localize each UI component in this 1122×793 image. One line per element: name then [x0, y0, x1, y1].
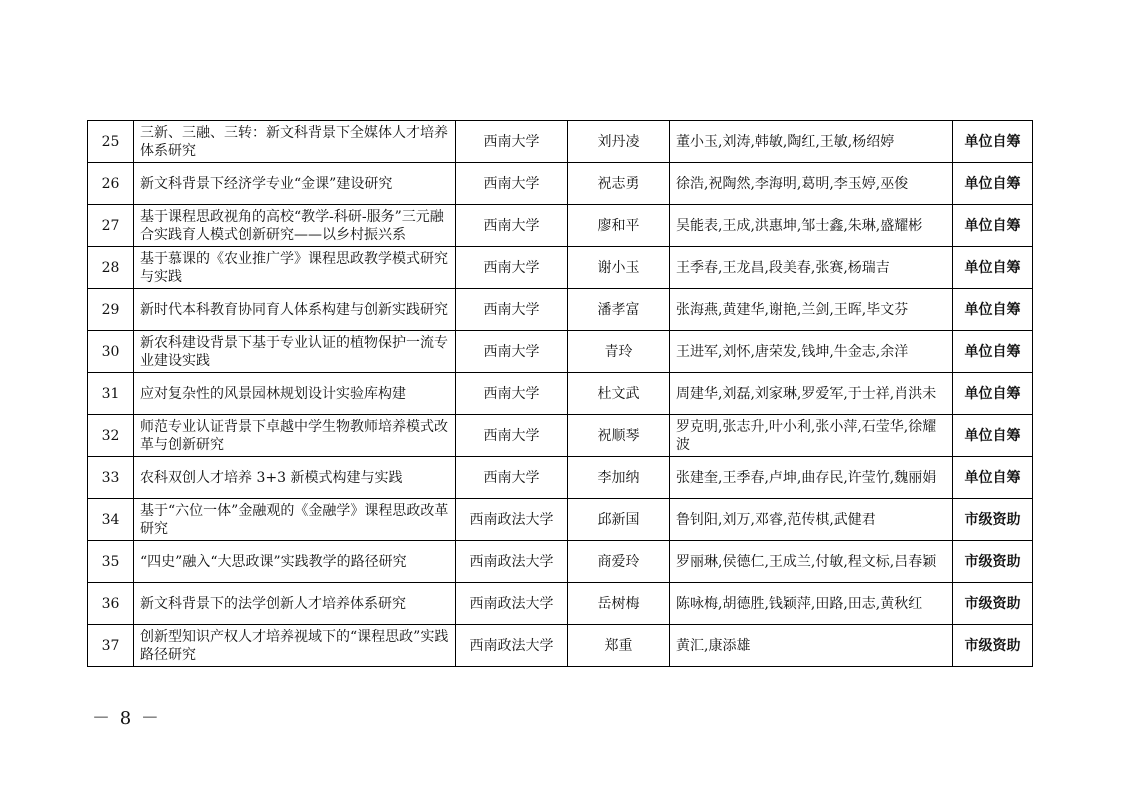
project-title: 新时代本科教育协同育人体系构建与创新实践研究: [134, 289, 456, 331]
table-row: [88, 583, 1033, 625]
project-leader: 商爱玲: [568, 541, 670, 583]
project-leader: 郑重: [568, 625, 670, 667]
funding-type: 单位自筹: [953, 205, 1033, 247]
project-title: 创新型知识产权人才培养视域下的“课程思政”实践路径研究: [134, 625, 456, 667]
project-leader: 潘孝富: [568, 289, 670, 331]
institution: 西南大学: [456, 373, 568, 415]
project-title: 应对复杂性的风景园林规划设计实验库构建: [134, 373, 456, 415]
institution: 西南政法大学: [456, 625, 568, 667]
table-row: [88, 163, 1033, 205]
project-title: 新农科建设背景下基于专业认证的植物保护一流专业建设实践: [134, 331, 456, 373]
project-title: “四史”融入“大思政课”实践教学的路径研究: [134, 541, 456, 583]
table-row: [88, 373, 1033, 415]
funding-type: 单位自筹: [953, 415, 1033, 457]
project-leader: 廖和平: [568, 205, 670, 247]
table-row: [88, 457, 1033, 499]
table-row: [88, 415, 1033, 457]
institution: 西南政法大学: [456, 541, 568, 583]
table-row: [88, 331, 1033, 373]
table-row: [88, 541, 1033, 583]
project-leader: 邱新国: [568, 499, 670, 541]
project-members: 吴能表,王成,洪惠坤,邹士鑫,朱琳,盛耀彬: [670, 205, 953, 247]
project-members: 周建华,刘磊,刘家琳,罗爱军,于士祥,肖洪未: [670, 373, 953, 415]
project-members: 鲁钊阳,刘万,邓睿,范传棋,武健君: [670, 499, 953, 541]
institution: 西南政法大学: [456, 583, 568, 625]
funding-type: 单位自筹: [953, 331, 1033, 373]
table-row: [88, 121, 1033, 163]
table-row: [88, 499, 1033, 541]
row-number: 26: [88, 163, 134, 205]
project-members: 张建奎,王季春,卢坤,曲存民,许莹竹,魏丽娟: [670, 457, 953, 499]
institution: 西南政法大学: [456, 499, 568, 541]
row-number: 28: [88, 247, 134, 289]
project-leader: 岳树梅: [568, 583, 670, 625]
project-members: 罗克明,张志升,叶小利,张小萍,石莹华,徐耀波: [670, 415, 953, 457]
row-number: 30: [88, 331, 134, 373]
row-number: 32: [88, 415, 134, 457]
institution: 西南大学: [456, 205, 568, 247]
table-row: [88, 289, 1033, 331]
project-members: 黄汇,康添雄: [670, 625, 953, 667]
row-number: 34: [88, 499, 134, 541]
row-number: 36: [88, 583, 134, 625]
table-row: [88, 625, 1033, 667]
table-row: [88, 205, 1033, 247]
project-title: 基于慕课的《农业推广学》课程思政教学模式研究与实践: [134, 247, 456, 289]
projects-table: [87, 120, 1033, 667]
row-number: 35: [88, 541, 134, 583]
project-members: 董小玉,刘涛,韩敏,陶红,王敏,杨绍婷: [670, 121, 953, 163]
project-members: 王季春,王龙昌,段美春,张赛,杨瑞吉: [670, 247, 953, 289]
project-leader: 青玲: [568, 331, 670, 373]
project-title: 基于“六位一体”金融观的《金融学》课程思政改革研究: [134, 499, 456, 541]
project-members: 王进军,刘怀,唐荣发,钱坤,牛金志,余洋: [670, 331, 953, 373]
row-number: 33: [88, 457, 134, 499]
projects-table-body: [88, 121, 1033, 667]
table-row: [88, 247, 1033, 289]
project-leader: 谢小玉: [568, 247, 670, 289]
project-leader: 祝志勇: [568, 163, 670, 205]
row-number: 25: [88, 121, 134, 163]
project-title: 师范专业认证背景下卓越中学生物教师培养模式改革与创新研究: [134, 415, 456, 457]
project-title: 新文科背景下经济学专业“金课”建设研究: [134, 163, 456, 205]
project-title: 三新、三融、三转：新文科背景下全媒体人才培养体系研究: [134, 121, 456, 163]
project-members: 徐浩,祝陶然,李海明,葛明,李玉婷,巫俊: [670, 163, 953, 205]
funding-type: 单位自筹: [953, 247, 1033, 289]
project-title: 基于课程思政视角的高校“教学-科研-服务”三元融合实践育人模式创新研究——以乡村振兴系: [134, 205, 456, 247]
row-number: 27: [88, 205, 134, 247]
funding-type: 单位自筹: [953, 373, 1033, 415]
project-members: 张海燕,黄建华,谢艳,兰剑,王晖,毕文芬: [670, 289, 953, 331]
project-members: 陈咏梅,胡德胜,钱颖萍,田路,田志,黄秋红: [670, 583, 953, 625]
institution: 西南大学: [456, 457, 568, 499]
row-number: 37: [88, 625, 134, 667]
institution: 西南大学: [456, 163, 568, 205]
project-leader: 祝顺琴: [568, 415, 670, 457]
funding-type: 单位自筹: [953, 163, 1033, 205]
funding-type: 市级资助: [953, 499, 1033, 541]
row-number: 31: [88, 373, 134, 415]
institution: 西南大学: [456, 121, 568, 163]
funding-type: 单位自筹: [953, 121, 1033, 163]
funding-type: 市级资助: [953, 583, 1033, 625]
institution: 西南大学: [456, 415, 568, 457]
funding-type: 市级资助: [953, 541, 1033, 583]
row-number: 29: [88, 289, 134, 331]
project-title: 新文科背景下的法学创新人才培养体系研究: [134, 583, 456, 625]
institution: 西南大学: [456, 289, 568, 331]
project-leader: 刘丹凌: [568, 121, 670, 163]
funding-type: 单位自筹: [953, 457, 1033, 499]
project-leader: 李加纳: [568, 457, 670, 499]
project-leader: 杜文武: [568, 373, 670, 415]
funding-type: 市级资助: [953, 625, 1033, 667]
project-members: 罗丽琳,侯德仁,王成兰,付敏,程文标,吕春颖: [670, 541, 953, 583]
funding-type: 单位自筹: [953, 289, 1033, 331]
page-number: － 8 －: [92, 708, 161, 729]
institution: 西南大学: [456, 331, 568, 373]
institution: 西南大学: [456, 247, 568, 289]
project-title: 农科双创人才培养 3+3 新模式构建与实践: [134, 457, 456, 499]
